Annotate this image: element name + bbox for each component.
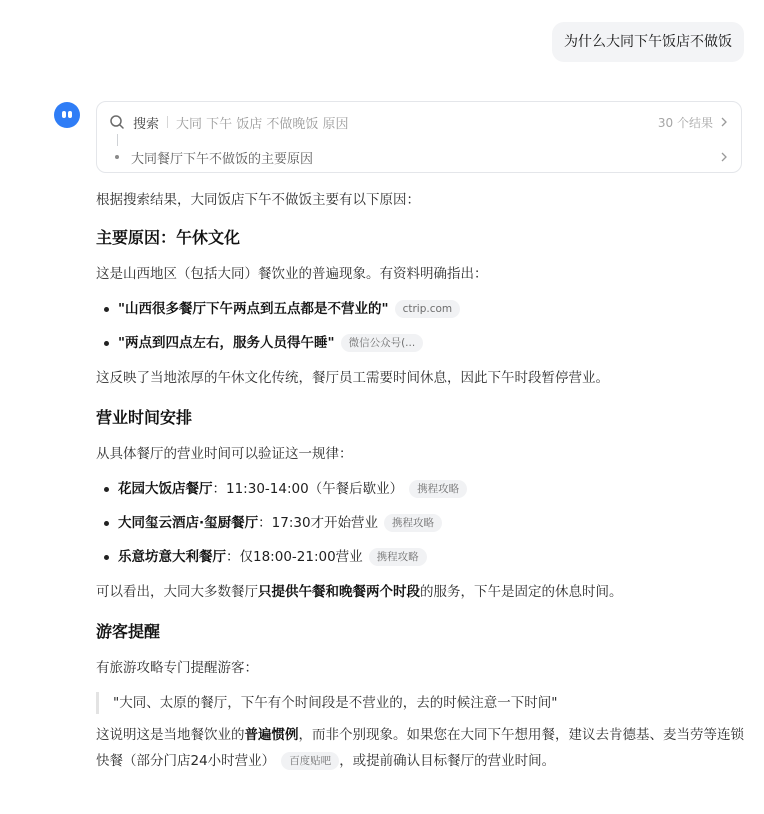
- restaurant-name: 花园大饭店餐厅: [118, 481, 213, 497]
- search-result-label: 大同餐厅下午不做饭的主要原因: [131, 151, 314, 167]
- assistant-avatar-icon: [54, 102, 80, 128]
- restaurant-name: 大同玺云酒店·玺厨餐厅: [118, 515, 259, 531]
- result-count: 30 个结果: [657, 115, 713, 130]
- source-tag[interactable]: 微信公众号(...: [341, 334, 424, 352]
- section2-conclusion: [96, 582, 746, 602]
- list-item: [96, 332, 746, 354]
- section-heading-reason: 主要原因：午休文化: [96, 228, 241, 247]
- search-query: 大同 下午 饭店 不做晚饭 原因: [176, 116, 349, 132]
- text-segment: 这说明这是当地餐饮业的: [96, 727, 245, 743]
- restaurant-hours: ：17:30才开始营业: [258, 515, 379, 531]
- list-item: [96, 512, 746, 534]
- search-result-item[interactable]: [111, 146, 729, 168]
- text-segment: 的服务，下午是固定的休息时间。: [420, 584, 623, 600]
- search-card[interactable]: [96, 101, 742, 173]
- restaurant-hours: ：11:30-14:00（午餐后歇业）: [212, 481, 404, 497]
- section2-lead: 从具体餐厅的营业时间可以验证这一规律：: [96, 446, 353, 462]
- source-tag[interactable]: ctrip.com: [395, 300, 461, 318]
- tree-connector: [117, 134, 118, 146]
- restaurant-list: [96, 478, 746, 568]
- section3-lead: 有旅游攻略专门提醒游客：: [96, 660, 258, 676]
- chevron-right-icon[interactable]: [719, 152, 729, 162]
- restaurant-hours: ：仅18:00-21:00营业: [226, 549, 363, 565]
- user-message-bubble: [552, 22, 744, 62]
- search-icon: [109, 114, 125, 130]
- emphasis-text: 只提供午餐和晚餐两个时段: [258, 584, 420, 600]
- answer-intro: 根据搜索结果，大同饭店下午不做饭主要有以下原因：: [96, 192, 420, 208]
- list-item: [96, 478, 746, 500]
- text-segment: 可以看出，大同大多数餐厅: [96, 584, 258, 600]
- quote-text: "两点到四点左右，服务人员得午睡": [118, 335, 335, 351]
- section1-conclusion: 这反映了当地浓厚的午休文化传统，餐厅员工需要时间休息，因此下午时段暂停营业。: [96, 370, 609, 386]
- assistant-answer: [96, 184, 746, 774]
- chevron-right-icon[interactable]: [719, 117, 729, 127]
- section-heading-tips: 游客提醒: [96, 622, 161, 641]
- restaurant-name: 乐意坊意大利餐厅: [118, 549, 226, 565]
- final-paragraph: [96, 722, 746, 774]
- source-tag[interactable]: 携程攻略: [384, 514, 442, 532]
- source-tag[interactable]: 百度贴吧: [281, 752, 339, 770]
- text-segment: ，而非个别现象。如果您在大同下午想用餐，建议去肯德基、麦当劳等连锁快餐（部分门店24小时营业）: [96, 727, 744, 769]
- list-item: [96, 298, 746, 320]
- user-message-text: 为什么大同下午饭店不做饭: [564, 34, 732, 50]
- text-segment: ，或提前确认目标餐厅的营业时间。: [339, 753, 556, 769]
- search-label: 搜索: [133, 116, 160, 132]
- source-tag[interactable]: 携程攻略: [369, 548, 427, 566]
- search-row[interactable]: [109, 110, 729, 134]
- quote-text: "山西很多餐厅下午两点到五点都是不营业的": [118, 301, 389, 317]
- blockquote: "大同、太原的餐厅，下午有个时间段是不营业的，去的时候注意一下时间": [96, 692, 746, 714]
- list-item: [96, 546, 746, 568]
- bullet-dot: [115, 155, 119, 159]
- divider: [167, 116, 168, 128]
- section-heading-hours: 营业时间安排: [96, 408, 193, 427]
- emphasis-text: 普遍惯例: [244, 727, 299, 743]
- quote-list: [96, 298, 746, 354]
- source-tag[interactable]: 携程攻略: [409, 480, 467, 498]
- section1-lead: 这是山西地区（包括大同）餐饮业的普遍现象。有资料明确指出：: [96, 266, 488, 282]
